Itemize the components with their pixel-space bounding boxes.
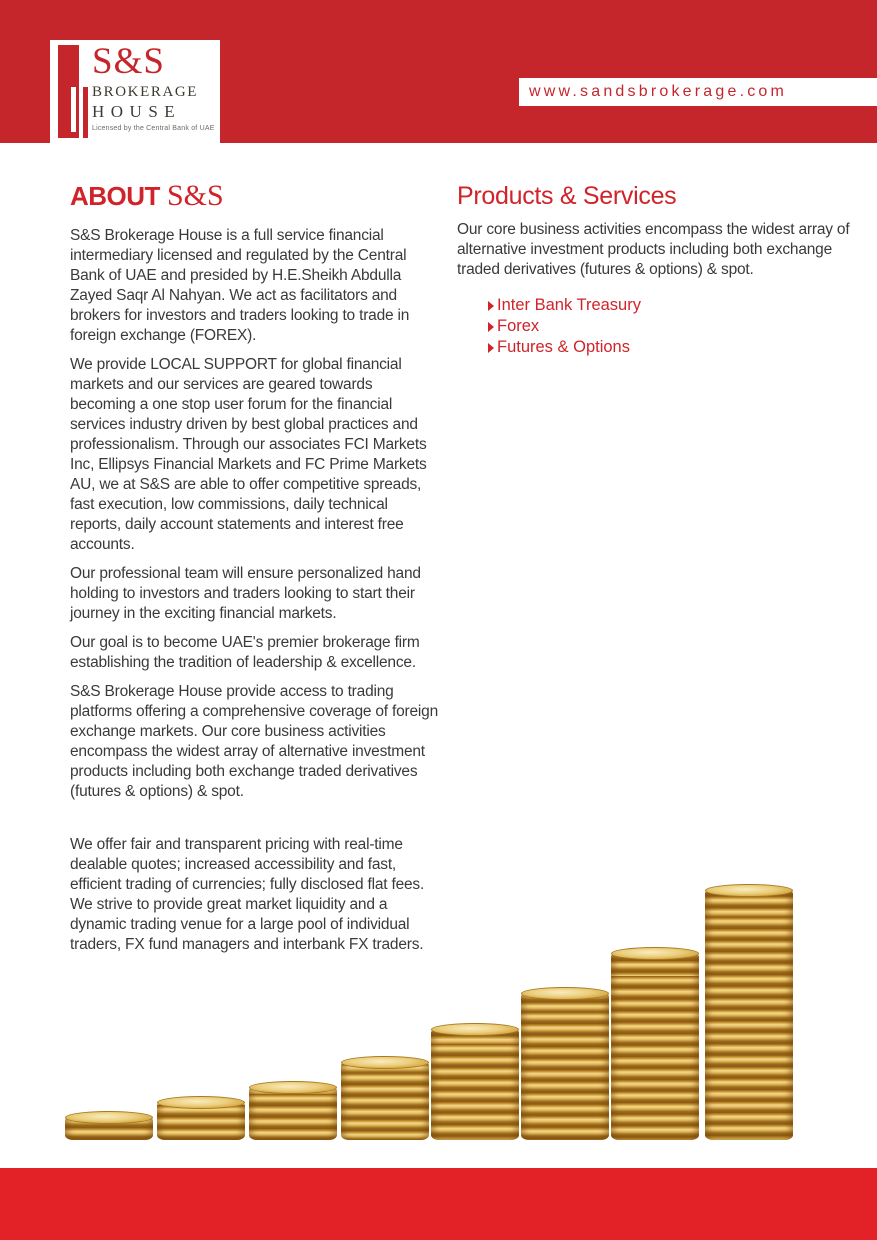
- about-heading-brand: S&S: [166, 179, 224, 212]
- about-paragraph: We provide LOCAL SUPPORT for global financial markets and our services are geared towards becoming a one stop user forum for the financial services industry driven by best global practices and professionalism. Through our associates FCI Markets Inc, Ellipsys Financial Markets and FC Prime Markets AU, we at S&S are able to offer competitive spreads, fast execution, low commissions, daily technical reports, daily account statements and interest free accounts.: [70, 356, 427, 553]
- about-paragraph: S&S Brokerage House is a full service financial intermediary licensed and regulated by the Central Bank of UAE and presided by H.E.Sheikh Abdulla Zayed Saqr Al Nahyan. We act as facilitators and brokers for investors and traders looking to trade in foreign exchange (FOREX).: [70, 227, 410, 344]
- about-paragraph: Our professional team will ensure personalized hand holding to investors and traders looking to start their journey in the exciting financial markets.: [70, 565, 421, 622]
- about-heading: [70, 179, 438, 215]
- product-item: [488, 295, 855, 316]
- coin-stack: [611, 952, 699, 1140]
- products-list: [488, 295, 855, 358]
- coin-stack: [431, 1028, 519, 1140]
- logo-brand-name: S&S: [92, 41, 165, 82]
- coin-stack: [157, 1101, 245, 1140]
- triangle-bullet-icon: [488, 322, 494, 332]
- about-paragraph: S&S Brokerage House provide access to trading platforms offering a comprehensive coverage of foreign exchange markets. Our core business activities encompass the widest array of alternative investment products including both exchange traded derivatives (futures & options) & spot.: [70, 683, 439, 800]
- logo-tagline: Licensed by the Central Bank of UAE: [92, 125, 215, 132]
- coin-stack: [341, 1061, 429, 1140]
- logo-bar-thin: [83, 87, 88, 138]
- about-section: [70, 179, 439, 964]
- triangle-bullet-icon: [488, 343, 494, 353]
- company-logo: [50, 40, 220, 143]
- about-paragraph: We offer fair and transparent pricing with real-time dealable quotes; increased accessibility and fast, efficient trading of currencies; fully disclosed flat fees. We strive to provide great market liquidity and a dynamic trading venue for a large pool of individual traders, FX fund managers and interbank FX traders.: [70, 836, 425, 953]
- coin-stacks-graphic: [63, 885, 800, 1140]
- products-heading: Products & Services: [457, 182, 677, 210]
- product-item-label: Forex: [497, 317, 540, 335]
- coin-stack: [521, 992, 609, 1140]
- products-intro: Our core business activities encompass the widest array of alternative investment products including both exchange traded derivatives (futures & options) & spot.: [457, 221, 850, 278]
- logo-bar-slot: [71, 87, 76, 132]
- logo-brokerage-line: BROKERAGE: [92, 84, 199, 100]
- website-url-strip: [519, 78, 877, 106]
- logo-column-icon: [58, 45, 88, 138]
- logo-house-line: HOUSE: [92, 102, 182, 121]
- product-item: [488, 337, 855, 358]
- logo-text: [92, 42, 218, 133]
- product-item-label: Inter Bank Treasury: [497, 296, 641, 314]
- about-heading-word: ABOUT: [70, 181, 160, 211]
- coin-stack: [705, 889, 793, 1140]
- about-paragraph: Our goal is to become UAE's premier brokerage firm establishing the tradition of leadership & excellence.: [70, 634, 420, 671]
- website-url[interactable]: www.sandsbrokerage.com: [529, 83, 788, 100]
- product-item: [488, 316, 855, 337]
- product-item-label: Futures & Options: [497, 338, 630, 356]
- coin-stack: [65, 1116, 153, 1140]
- coin-stack: [249, 1086, 337, 1140]
- products-section: [457, 182, 855, 358]
- footer-red-band: [0, 1168, 877, 1240]
- triangle-bullet-icon: [488, 301, 494, 311]
- about-paragraphs: [70, 226, 438, 955]
